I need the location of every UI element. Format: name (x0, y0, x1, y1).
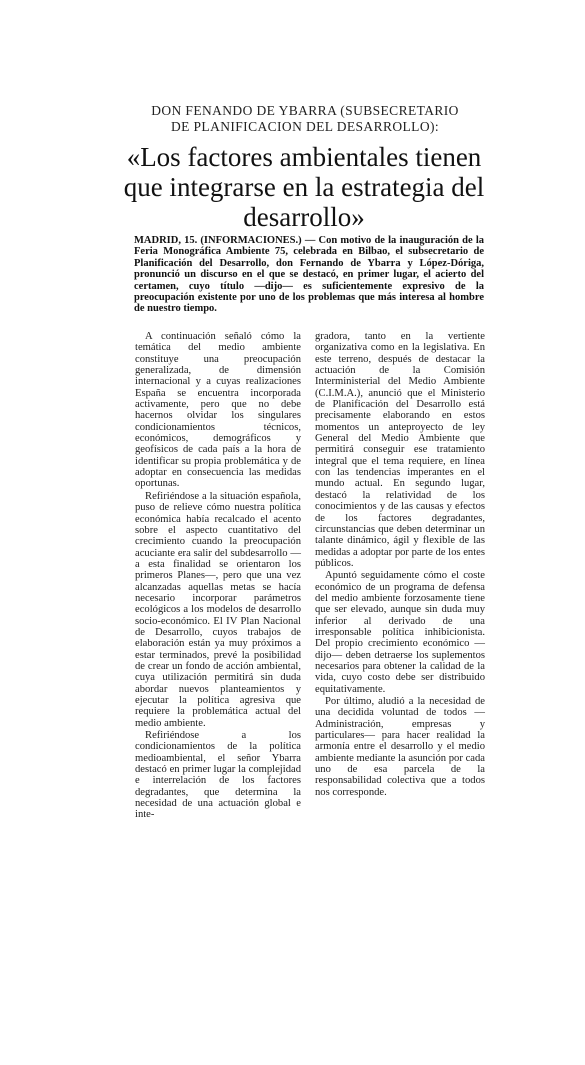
lead-dateline: MADRID, 15. (INFORMACIONES.) (134, 235, 302, 246)
kicker-line-1: DON FENANDO DE YBARRA (SUBSECRETARIO (151, 103, 459, 118)
article-column-left (135, 331, 301, 822)
lead-text: — Con motivo de la inauguración de la Feria Monográfica Ambiente 75, celebrada en Bilbao, el subsecretario de Planificación del Desarrollo, don Fernando de Ybarra y López-Dóriga, pronunció un discurso en el que se destacó, en primer lugar, el acierto del certamen, cuyo título —dijo— es suficientemente expresivo de la preocupación existente por uno de los problemas que más interesa al hombre de nuestro tiempo. (134, 235, 484, 315)
body-paragraph: Refiriéndose a la situación española, puso de relieve cómo nuestra política económica había recalcado el acento sobre el aspecto cuantitativo del crecimiento cuando la preocupación acuciante era salir del subdesarrollo —a esta finalidad se orientaron los primeros Planes—, pero que una vez alcanzadas aquellas metas se hacía necesario incorporar parámetros ecológicos a los modelos de desarrollo socio-económico. El IV Plan Nacional de Desarrollo, cuyos trabajos de elaboración están ya muy próximos a estar terminados, prevé la posibilidad de crear un fondo de acción ambiental, cuya utilización permitirá sin duda abordar nuevos planteamientos y ejecutar la política agresiva que requiere la problemática actual del medio ambiente. (135, 490, 301, 729)
article-lead (134, 235, 484, 315)
body-paragraph: A continuación señaló cómo la temática del medio ambiente constituye una preocupación generalizada, de dimensión internacional y a cuyas realizaciones España se encuentra incorporada activamente, pero que no debe hacernos olvidar los singulares condicionamientos técnicos, económicos, demográficos y geofísicos de cada país a la hora de identificar su propia problemática y de adoptar en consecuencia las medidas oportunas. (135, 331, 301, 490)
body-paragraph: Refiriéndose a los condicionamientos de la política medioambiental, el señor Ybarra destacó en primer lugar la complejidad e interrelación de los factores degradantes, que determina la necesidad de una actuación global e inte- (135, 730, 301, 821)
article-column-right (315, 331, 485, 799)
body-paragraph-continued: gradora, tanto en la vertiente organizativa como en la legislativa. En este terreno, después de destacar la actuación de la Comisión Interministerial del Medio Ambiente (C.I.M.A.), anunció que el Ministerio de Planificación del Desarrollo está precisamente elaborando en estos momentos un anteproyecto de ley General del Medio Ambiente que permitirá conseguir ese tratamiento integral que el tema requiere, en línea con las tendencias imperantes en el mundo actual. En segundo lugar, destacó la relatividad de los conocimientos y de las causas y efectos de los factores degradantes, circunstancias que deben determinar un talante dinámico, ágil y flexible de las medidas a adoptar por parte de los entes públicos. (315, 331, 485, 569)
kicker-line-2: DE PLANIFICACION DEL DESARROLLO): (170, 119, 440, 134)
body-paragraph: Por último, aludió a la necesidad de una decidida voluntad de todos —Administración, empresas y particulares— para hacer realidad la armonía entre el desarrollo y el medio ambiente mediante la asunción por cada uno de esa parcela de la responsabilidad colectiva que a todos nos corresponde. (315, 696, 485, 798)
body-paragraph: Apuntó seguidamente cómo el coste económico de un programa de defensa del medio ambiente forzosamente tiene que ser elevado, aunque sin duda muy inferior al derivado de una irresponsable política inhibicionista. Del propio crecimiento económico —dijo— deben detraerse los suplementos necesarios para obtener la calidad de la vida, cuyo costo debe ser distribuido equitativamente. (315, 570, 485, 695)
article-kicker (110, 103, 500, 135)
article-headline: «Los factores ambientales tienen que integrarse en la estrategia del desarrollo» (123, 142, 485, 232)
